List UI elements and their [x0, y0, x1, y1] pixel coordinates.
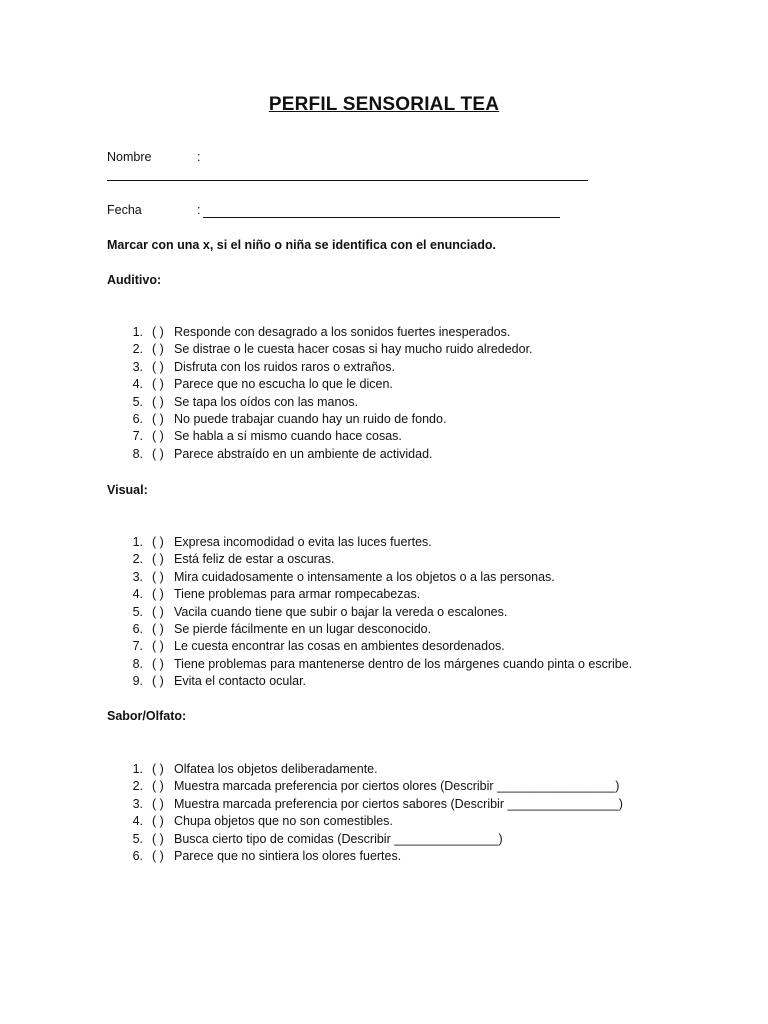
item-text: Tiene problemas para mantenerse dentro de los márgenes cuando pinta o escribe.	[174, 656, 633, 671]
checkbox-blank[interactable]: ( )	[152, 656, 164, 671]
list-item	[107, 428, 533, 445]
checkbox-blank[interactable]: ( )	[152, 569, 164, 584]
list-item	[107, 376, 533, 393]
checkbox-blank[interactable]: ( )	[152, 848, 164, 863]
item-number: 8.	[132, 446, 143, 461]
checkbox-blank[interactable]: ( )	[152, 535, 164, 549]
list-item	[107, 848, 623, 865]
checkbox-blank[interactable]: ( )	[152, 779, 164, 794]
item-text: Parece que no sintiera los olores fuertes.	[174, 848, 402, 863]
section-heading-auditivo: Auditivo:	[107, 273, 162, 287]
item-number: 7.	[132, 429, 143, 444]
item-text: Se distrae o le cuesta hacer cosas si hay mucho ruido alrededor.	[174, 342, 533, 357]
name-blank-line[interactable]	[107, 166, 588, 181]
checkbox-blank[interactable]: ( )	[152, 762, 164, 776]
list-item	[107, 551, 632, 568]
checkbox-blank[interactable]: ( )	[152, 814, 164, 829]
checkbox-blank[interactable]: ( )	[152, 621, 164, 636]
checkbox-blank[interactable]: ( )	[152, 325, 164, 339]
item-number: 1.	[132, 762, 143, 776]
list-item	[107, 341, 533, 358]
list-item	[107, 411, 533, 428]
item-number: 2.	[132, 779, 143, 794]
item-text: Chupa objetos que no son comestibles.	[174, 814, 393, 829]
item-number: 1.	[132, 535, 143, 549]
checkbox-blank[interactable]: ( )	[152, 674, 164, 689]
list-item	[107, 569, 632, 586]
list-item	[107, 796, 623, 813]
list-item	[107, 394, 533, 411]
item-text: Mira cuidadosamente o intensamente a los objetos o a las personas.	[174, 569, 555, 584]
item-number: 6.	[132, 411, 143, 426]
item-number: 3.	[132, 796, 143, 811]
list-item	[107, 638, 632, 655]
list-item	[107, 761, 623, 778]
checkbox-blank[interactable]: ( )	[152, 796, 164, 811]
section-heading-sabor-olfato: Sabor/Olfato:	[107, 709, 187, 723]
name-label: Nombre	[107, 150, 152, 164]
checkbox-blank[interactable]: ( )	[152, 831, 164, 846]
checkbox-blank[interactable]: ( )	[152, 342, 164, 357]
list-item	[107, 621, 632, 638]
list-item	[107, 831, 623, 848]
list-item	[107, 534, 632, 551]
checkbox-blank[interactable]: ( )	[152, 377, 164, 392]
item-text: Parece que no escucha lo que le dicen.	[174, 377, 393, 392]
list-item	[107, 359, 533, 376]
item-number: 8.	[132, 656, 143, 671]
name-colon: :	[197, 150, 201, 164]
item-number: 3.	[132, 569, 143, 584]
item-text: Se habla a sí mismo cuando hace cosas.	[174, 429, 402, 444]
list-item	[107, 586, 632, 603]
checkbox-blank[interactable]: ( )	[152, 587, 164, 602]
item-text: Parece abstraído en un ambiente de actividad.	[174, 446, 433, 461]
item-text: Tiene problemas para armar rompecabezas.	[174, 587, 421, 602]
checkbox-blank[interactable]: ( )	[152, 552, 164, 567]
list-item	[107, 324, 533, 341]
sabor-olfato-list	[107, 761, 623, 865]
item-number: 6.	[132, 848, 143, 863]
item-number: 5.	[132, 394, 143, 409]
checkbox-blank[interactable]: ( )	[152, 429, 164, 444]
item-text: Le cuesta encontrar las cosas en ambientes desordenados.	[174, 639, 505, 654]
date-blank-line[interactable]	[203, 203, 560, 218]
item-number: 7.	[132, 639, 143, 654]
section-heading-visual: Visual:	[107, 483, 148, 497]
item-text: Disfruta con los ruidos raros o extraños.	[174, 359, 395, 374]
item-text: Muestra marcada preferencia por ciertos sabores (Describir ________________)	[174, 796, 623, 811]
item-text: Se pierde fácilmente en un lugar desconocido.	[174, 621, 432, 636]
item-text: No puede trabajar cuando hay un ruido de fondo.	[174, 411, 447, 426]
list-item	[107, 604, 632, 621]
item-number: 2.	[132, 552, 143, 567]
item-text: Busca cierto tipo de comidas (Describir _______________)	[174, 831, 503, 846]
item-text: Vacila cuando tiene que subir o bajar la vereda o escalones.	[174, 604, 508, 619]
item-text: Está feliz de estar a oscuras.	[174, 552, 335, 567]
item-number: 4.	[132, 587, 143, 602]
checkbox-blank[interactable]: ( )	[152, 446, 164, 461]
checkbox-blank[interactable]: ( )	[152, 639, 164, 654]
item-text: Expresa incomodidad o evita las luces fuertes.	[174, 535, 432, 549]
visual-list	[107, 534, 632, 691]
checkbox-blank[interactable]: ( )	[152, 411, 164, 426]
item-number: 9.	[132, 674, 143, 689]
item-number: 1.	[132, 325, 143, 339]
instruction-text: Marcar con una x, si el niño o niña se identifica con el enunciado.	[107, 238, 496, 252]
item-number: 4.	[132, 377, 143, 392]
list-item	[107, 778, 623, 795]
list-item	[107, 446, 533, 463]
item-text: Olfatea los objetos deliberadamente.	[174, 762, 378, 776]
item-number: 3.	[132, 359, 143, 374]
list-item	[107, 673, 632, 690]
item-text: Se tapa los oídos con las manos.	[174, 394, 359, 409]
item-number: 5.	[132, 604, 143, 619]
checkbox-blank[interactable]: ( )	[152, 604, 164, 619]
checkbox-blank[interactable]: ( )	[152, 359, 164, 374]
item-text: Responde con desagrado a los sonidos fuertes inesperados.	[174, 325, 511, 339]
item-number: 2.	[132, 342, 143, 357]
item-number: 5.	[132, 831, 143, 846]
auditivo-list	[107, 324, 533, 463]
list-item	[107, 656, 632, 673]
date-label: Fecha	[107, 203, 142, 217]
item-number: 6.	[132, 621, 143, 636]
item-text: Evita el contacto ocular.	[174, 674, 307, 689]
date-colon: :	[197, 203, 201, 217]
item-text: Muestra marcada preferencia por ciertos olores (Describir _________________)	[174, 779, 620, 794]
checkbox-blank[interactable]: ( )	[152, 394, 164, 409]
page-title: PERFIL SENSORIAL TEA	[268, 94, 500, 115]
list-item	[107, 813, 623, 830]
item-number: 4.	[132, 814, 143, 829]
